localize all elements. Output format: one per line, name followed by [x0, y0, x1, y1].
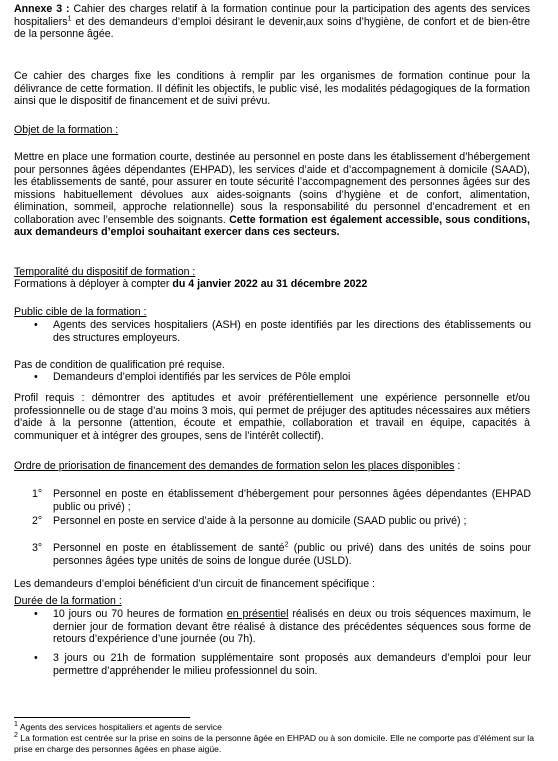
- bullet-marker: •: [34, 652, 38, 664]
- bullet-marker: •: [34, 608, 38, 620]
- footnote-separator: [14, 717, 190, 718]
- objet-body-bold: Cette formation est également accessible, sous conditions, aux demandeurs d’emploi souhaitant exercer dans ces secteurs.: [14, 213, 530, 238]
- no-condition-text: Pas de condition de qualification pré requise.: [14, 359, 225, 371]
- duree-item-2: 3 jours ou 21h de formation supplémentaire sont proposés aux demandeurs d’emploi pour leur permettre d’appréhender le milieu professionnel du soin.: [53, 652, 531, 677]
- footnote-2: [14, 733, 534, 754]
- ordre-heading-text: Ordre de priorisation de financement des demandes de formation selon les places disponibles: [14, 460, 455, 472]
- ordre-item-2: Personnel en poste en service d’aide à la personne au domicile (SAAD public ou privé) ;: [53, 515, 467, 527]
- footnote-1: [14, 722, 534, 733]
- footnote-ref-1: 1: [67, 14, 72, 22]
- profil-paragraph: Profil requis : démontrer des aptitudes et avoir préférentiellement une expérience personnelle et/ou professionnelle ou de stage d’au moins 3 mois, qui permet de préjuger des aptitudes nécessaires aux métiers d’aide à la personne (attention, écoute et empathie, collaboration et travail en équipe, capacités à communiquer et à intégrer des groupes, sens de l’intérêt collectif).: [14, 392, 530, 442]
- objet-body: Mettre en place une formation courte, destinée au personnel en poste dans les établissement d’hébergement pour personnes âgées dépendantes (EHPAD), les services d’aide et d’accompagnement à domicile (SAAD), les établissements de santé, pour assurer en toute sécurité l’accompagnement des personnes âgées sur des missions habituellement dévolues aux aides-soignants (soins d’hygiène et de confort, alimentation, élimination, sommeil, approche relationnelle) sous la responsabilité du personnel d’encadrement et en collaboration avec l’ensemble des soignants.: [14, 151, 530, 226]
- footnote-1-text: Agents des services hospitaliers et agents de service: [17, 722, 222, 732]
- ordre-item-3-text-a: Personnel en poste en établissement de santé: [53, 542, 285, 554]
- duree-item-1-underlined: en présentiel: [226, 608, 289, 620]
- footnote-1-number: 1: [14, 721, 18, 729]
- public-heading: Public cible de la formation :: [14, 306, 147, 318]
- duree-item-1-b: réalisés en deux ou trois séquences maximum, le dernier jour de formation devant être réalisé à distance des précédentes séquences sous forme de retours d’expérience d’une journée (ou 7h).: [53, 608, 531, 645]
- ordre-item-1-number: 1°: [32, 488, 43, 500]
- ordre-item-3-text-b: (public ou privé) dans des unités de soins pour personnes âgées type unités de soins de longue durée (USLD).: [53, 542, 531, 567]
- bullet-marker: •: [34, 319, 38, 331]
- intro-paragraph: Ce cahier des charges fixe les conditions à remplir par les organismes de formation continue pour la délivrance de cette formation. Il définit les objectifs, le public visé, les modalités pédagogiques de la formation ainsi que le dispositif de financement et de suivi prévu.: [14, 70, 530, 107]
- footnote-ref-2: 2: [284, 541, 289, 549]
- ordre-item-1: Personnel en poste en établissement d’hébergement pour personnes âgées dépendantes (EHPAD public ou privé) ;: [53, 488, 531, 513]
- annex-label: Annexe 3 :: [14, 3, 70, 15]
- footnote-2-number: 2: [14, 732, 18, 740]
- annex-title: [14, 3, 530, 41]
- duree-item-1-a: 10 jours ou 70 heures de formation: [53, 608, 227, 620]
- bullet-marker: •: [34, 371, 38, 383]
- temporalite-heading: Temporalité du dispositif de formation :: [14, 266, 196, 278]
- footnote-2-text: La formation est centrée sur la prise en soins de la personne âgée en EHPAD ou à son domicile. Elle ne comporte pas d’élément sur la prise en charge des personnes âgées en phase aigüe.: [14, 733, 534, 754]
- objet-heading: Objet de la formation :: [14, 124, 119, 136]
- ordre-item-3: [53, 542, 531, 567]
- objet-paragraph: [14, 151, 530, 239]
- ordre-item-2-number: 2°: [32, 515, 43, 527]
- duree-item-1: [53, 608, 531, 646]
- annex-text-b: et des demandeurs d’emploi désirant le devenir,aux soins d’hygiène, de confort et de bien-être de la personne âgée.: [14, 15, 530, 40]
- temporalite-text: Formations à déployer à compter: [14, 278, 173, 290]
- ordre-item-3-number: 3°: [32, 542, 43, 554]
- temporalite-line: [14, 278, 530, 291]
- ordre-heading: [14, 460, 530, 473]
- public-item-2: Demandeurs d’emploi identifiés par les services de Pôle emploi: [53, 371, 351, 383]
- temporalite-dates: du 4 janvier 2022 au 31 décembre 2022: [172, 278, 368, 290]
- ordre-heading-tail: :: [454, 460, 461, 472]
- duree-heading: Durée de la formation :: [14, 595, 122, 607]
- annex-text-a: Cahier des charges relatif à la formation continue pour la participation des agents des services hospitaliers: [14, 3, 531, 28]
- public-item-1: Agents des services hospitaliers (ASH) en poste identifiés par les directions des établissements ou des structures employeurs.: [53, 319, 531, 344]
- demandeurs-text: Les demandeurs d’emploi bénéficient d’un circuit de financement spécifique :: [14, 578, 375, 590]
